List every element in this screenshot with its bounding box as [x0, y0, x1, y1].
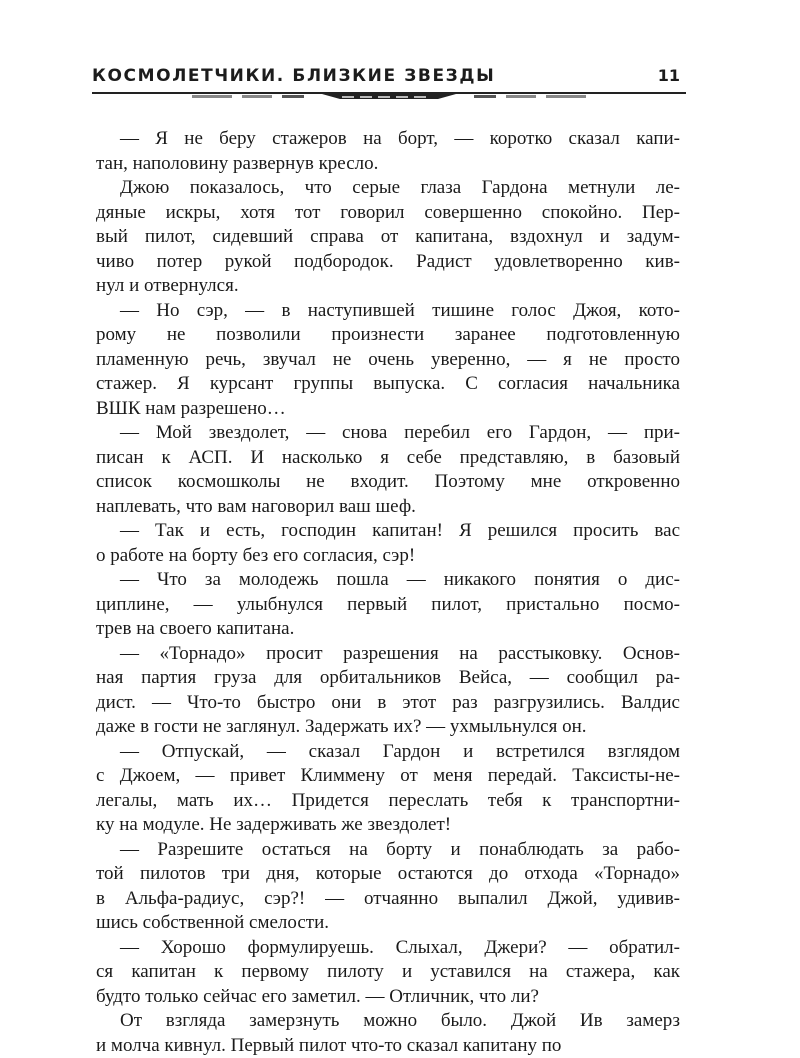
text-line: список космошколы не входит. Поэтому мне откровенно — [96, 470, 680, 495]
paragraph — [96, 568, 680, 642]
text-line: ся капитан к первому пилоту и уставился на стажера, как — [96, 960, 680, 985]
text-line: нул и отвернулся. — [96, 274, 680, 299]
paragraph — [96, 642, 680, 740]
text-line: дист. — Что-то быстро они в этот раз разгрузились. Валдис — [96, 691, 680, 716]
paragraph — [96, 740, 680, 838]
text-line: — Но сэр, — в наступившей тишине голос Джоя, кото- — [96, 299, 680, 324]
text-line: — «Торнадо» просит разрешения на расстыковку. Основ- — [96, 642, 680, 667]
text-line: в Альфа-радиус, сэр?! — отчаянно выпалил Джой, удивив- — [96, 887, 680, 912]
text-line: ку на модуле. Не задерживать же звездолет! — [96, 813, 680, 838]
text-line: шись собственной смелости. — [96, 911, 680, 936]
text-line: пламенную речь, звучал не очень уверенно, — я не просто — [96, 348, 680, 373]
text-line: трев на своего капитана. — [96, 617, 680, 642]
text-line: и молча кивнул. Первый пилот что-то сказал капитану по — [96, 1034, 680, 1058]
text-line: тан, наполовину развернув кресло. — [96, 152, 680, 177]
text-line: ВШК нам разрешено… — [96, 397, 680, 422]
page-number: 11 — [658, 66, 680, 85]
text-line: дяные искры, хотя тот говорил совершенно спокойно. Пер- — [96, 201, 680, 226]
body-text — [96, 127, 680, 1058]
book-title: КОСМОЛЕТЧИКИ. БЛИЗКИЕ ЗВЕЗДЫ — [92, 66, 495, 86]
text-line: ная партия груза для орбитальников Вейса, — сообщил ра- — [96, 666, 680, 691]
header-ornament — [92, 88, 686, 100]
running-header — [92, 66, 686, 100]
text-line: — Разрешите остаться на борту и понаблюдать за рабо- — [96, 838, 680, 863]
paragraph — [96, 176, 680, 299]
paragraph — [96, 1009, 680, 1058]
text-line: — Мой звездолет, — снова перебил его Гардон, — при- — [96, 421, 680, 446]
text-line: — Я не беру стажеров на борт, — коротко сказал капи- — [96, 127, 680, 152]
text-line: стажер. Я курсант группы выпуска. С согласия начальника — [96, 372, 680, 397]
paragraph — [96, 936, 680, 1010]
text-line: той пилотов три дня, которые остаются до отхода «Торнадо» — [96, 862, 680, 887]
text-line: с Джоем, — привет Климмену от меня передай. Таксисты-не- — [96, 764, 680, 789]
text-line: наплевать, что вам наговорил ваш шеф. — [96, 495, 680, 520]
text-line: рому не позволили произнести заранее подготовленную — [96, 323, 680, 348]
paragraph — [96, 421, 680, 519]
text-line: От взгляда замерзнуть можно было. Джой Ив замерз — [96, 1009, 680, 1034]
paragraph — [96, 519, 680, 568]
text-line: писан к АСП. И насколько я себе представляю, в базовый — [96, 446, 680, 471]
text-line: легалы, мать их… Придется переслать тебя к транспортни- — [96, 789, 680, 814]
paragraph — [96, 838, 680, 936]
text-line: Джою показалось, что серые глаза Гардона метнули ле- — [96, 176, 680, 201]
text-line: — Хорошо формулируешь. Слыхал, Джери? — обратил- — [96, 936, 680, 961]
text-line: чиво потер рукой подбородок. Радист удовлетворенно кив- — [96, 250, 680, 275]
text-line: будто только сейчас его заметил. — Отличник, что ли? — [96, 985, 680, 1010]
text-line: — Отпускай, — сказал Гардон и встретился взглядом — [96, 740, 680, 765]
text-line: о работе на борту без его согласия, сэр! — [96, 544, 680, 569]
text-line: циплине, — улыбнулся первый пилот, пристально посмо- — [96, 593, 680, 618]
paragraph — [96, 127, 680, 176]
text-line: вый пилот, сидевший справа от капитана, вздохнул и задум- — [96, 225, 680, 250]
text-line: даже в гости не заглянул. Задержать их? — ухмыльнулся он. — [96, 715, 680, 740]
paragraph — [96, 299, 680, 422]
text-line: — Так и есть, господин капитан! Я решился просить вас — [96, 519, 680, 544]
text-line: — Что за молодежь пошла — никакого понятия о дис- — [96, 568, 680, 593]
